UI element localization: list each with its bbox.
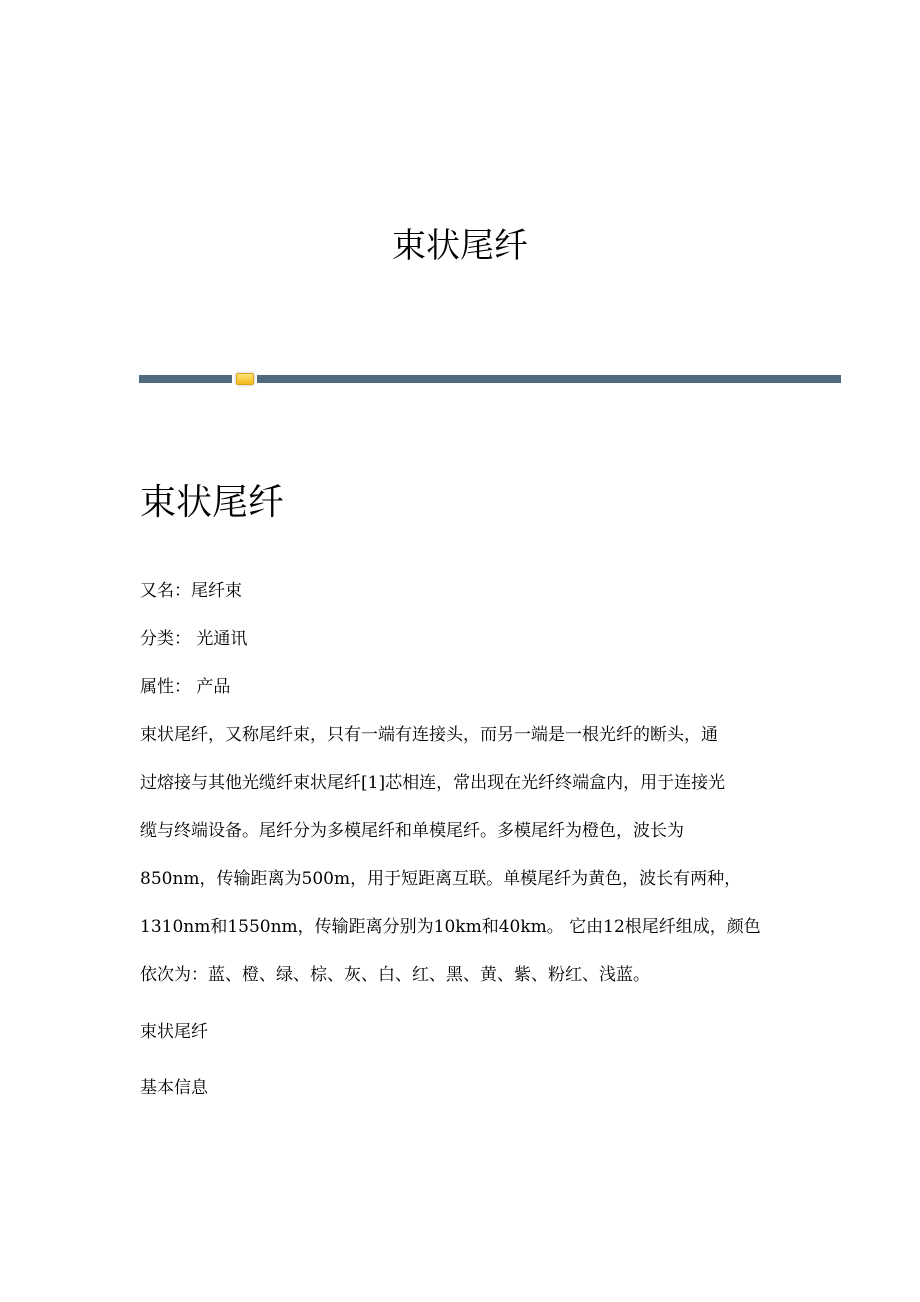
field-alias — [140, 576, 242, 601]
section-heading: 束状尾纤 — [140, 482, 285, 523]
body-line: 依次为：蓝、橙、绿、棕、灰、白、红、黑、黄、紫、粉红、浅蓝。 — [140, 965, 650, 985]
subsection-basic-info: 基本信息 — [140, 1078, 208, 1098]
subsection-title: 束状尾纤 — [140, 1022, 208, 1042]
field-value: 尾纤束 — [191, 581, 242, 601]
body-line: 1310nm和1550nm，传输距离分别为10km和40km。 它由12根尾纤组成，颜色 — [140, 917, 761, 937]
body-line: 850nm，传输距离为500m，用于短距离互联。单模尾纤为黄色，波长有两种， — [140, 869, 742, 889]
document-title: 束状尾纤 — [392, 226, 528, 266]
body-line: 束状尾纤，又称尾纤束，只有一端有连接头，而另一端是一根光纤的断头，通 — [140, 725, 718, 745]
divider-right-segment — [257, 375, 841, 383]
field-category — [140, 624, 247, 649]
field-label: 又名： — [140, 581, 191, 601]
field-value: 光通讯 — [191, 629, 248, 649]
field-value: 产品 — [191, 677, 231, 697]
divider-bar — [139, 375, 841, 384]
divider-ornament-icon — [236, 373, 254, 385]
divider-left-segment — [139, 375, 232, 383]
field-label: 分类： — [140, 629, 191, 649]
field-label: 属性： — [140, 677, 191, 697]
body-line: 缆与终端设备。尾纤分为多模尾纤和单模尾纤。多模尾纤为橙色，波长为 — [140, 821, 684, 841]
field-attribute — [140, 672, 230, 697]
body-line: 过熔接与其他光缆纤束状尾纤[1]芯相连，常出现在光纤终端盒内，用于连接光 — [140, 773, 726, 793]
